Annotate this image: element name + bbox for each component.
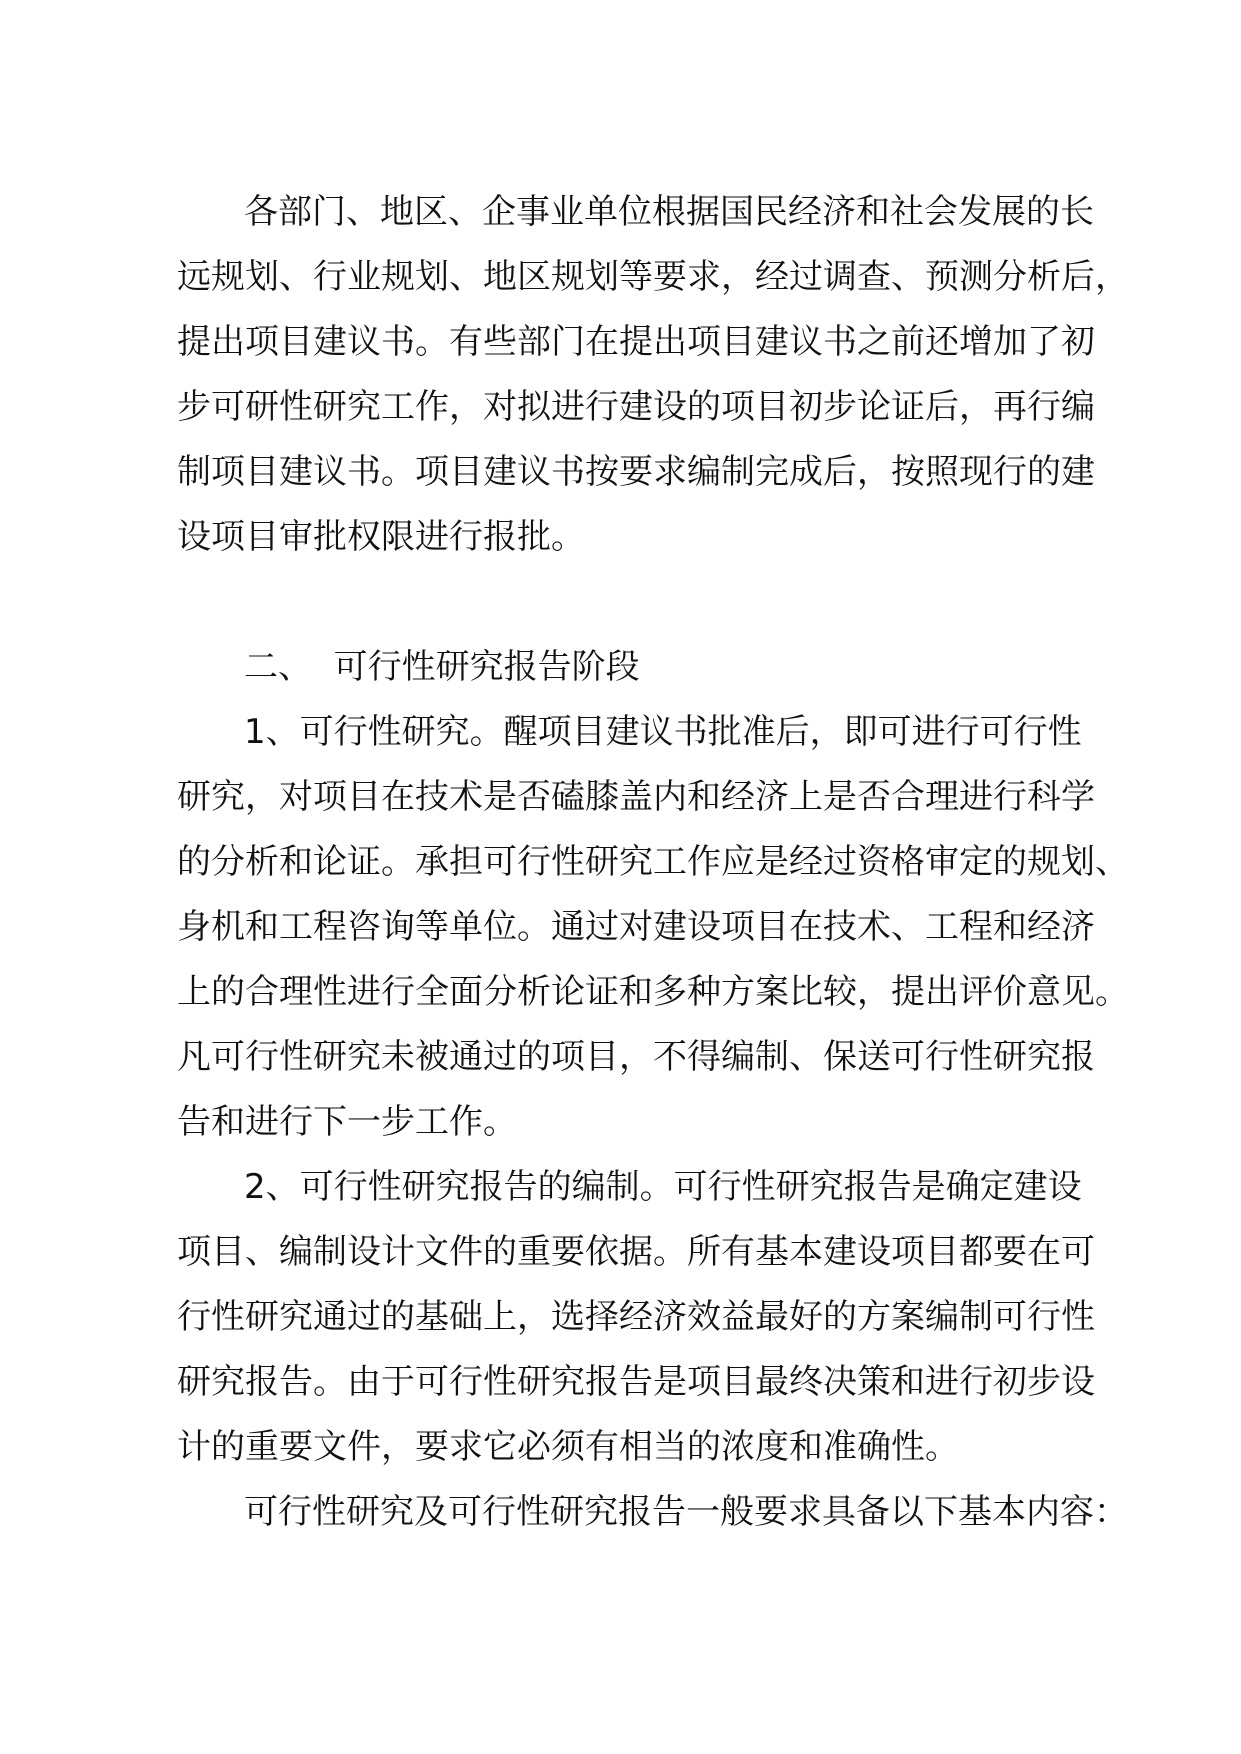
text-line: 行性研究通过的基础上，选择经济效益最好的方案编制可行性 xyxy=(177,1297,1095,1337)
text-line: 项目、编制设计文件的重要依据。所有基本建设项目都要在可 xyxy=(177,1232,1095,1272)
text-line: 研究报告。由于可行性研究报告是项目最终决策和进行初步设 xyxy=(177,1362,1095,1402)
text-line: 提出项目建议书。有些部门在提出项目建议书之前还增加了初 xyxy=(177,322,1095,362)
text-line: 步可研性研究工作，对拟进行建设的项目初步论证后，再行编 xyxy=(177,387,1095,427)
text-line: 2、可行性研究报告的编制。可行性研究报告是确定建设 xyxy=(244,1167,1082,1207)
text-line: 各部门、地区、企事业单位根据国民经济和社会发展的长 xyxy=(244,192,1094,232)
text-line: 身机和工程咨询等单位。通过对建设项目在技术、工程和经济 xyxy=(177,907,1095,947)
paragraph-report-preparation xyxy=(177,1155,1137,1480)
document-page xyxy=(177,180,1137,1545)
text-line: 上的合理性进行全面分析论证和多种方案比较，提出评价意见。 xyxy=(177,972,1129,1012)
text-line: 凡可行性研究未被通过的项目，不得编制、保送可行性研究报 xyxy=(177,1037,1095,1077)
text-line: 计的重要文件，要求它必须有相当的浓度和准确性。 xyxy=(177,1427,959,1467)
text-line: 研究，对项目在技术是否磕膝盖内和经济上是否合理进行科学 xyxy=(177,777,1095,817)
paragraph-planning xyxy=(177,180,1137,570)
text-line: 远规划、行业规划、地区规划等要求，经过调查、预测分析后， xyxy=(177,257,1129,297)
text-line: 可行性研究及可行性研究报告一般要求具备以下基本内容： xyxy=(244,1492,1128,1532)
paragraph-feasibility-study xyxy=(177,700,1137,1155)
text-line: 告和进行下一步工作。 xyxy=(177,1102,517,1142)
paragraph-basic-content xyxy=(177,1480,1137,1545)
text-line: 设项目审批权限进行报批。 xyxy=(177,517,585,557)
text-line: 制项目建议书。项目建议书按要求编制完成后，按照现行的建 xyxy=(177,452,1095,492)
section-heading: 二、 可行性研究报告阶段 xyxy=(244,647,640,687)
spacer xyxy=(177,570,1137,635)
text-line: 的分析和论证。承担可行性研究工作应是经过资格审定的规划、 xyxy=(177,842,1129,882)
text-line: 1、可行性研究。醒项目建议书批准后，即可进行可行性 xyxy=(244,712,1082,752)
